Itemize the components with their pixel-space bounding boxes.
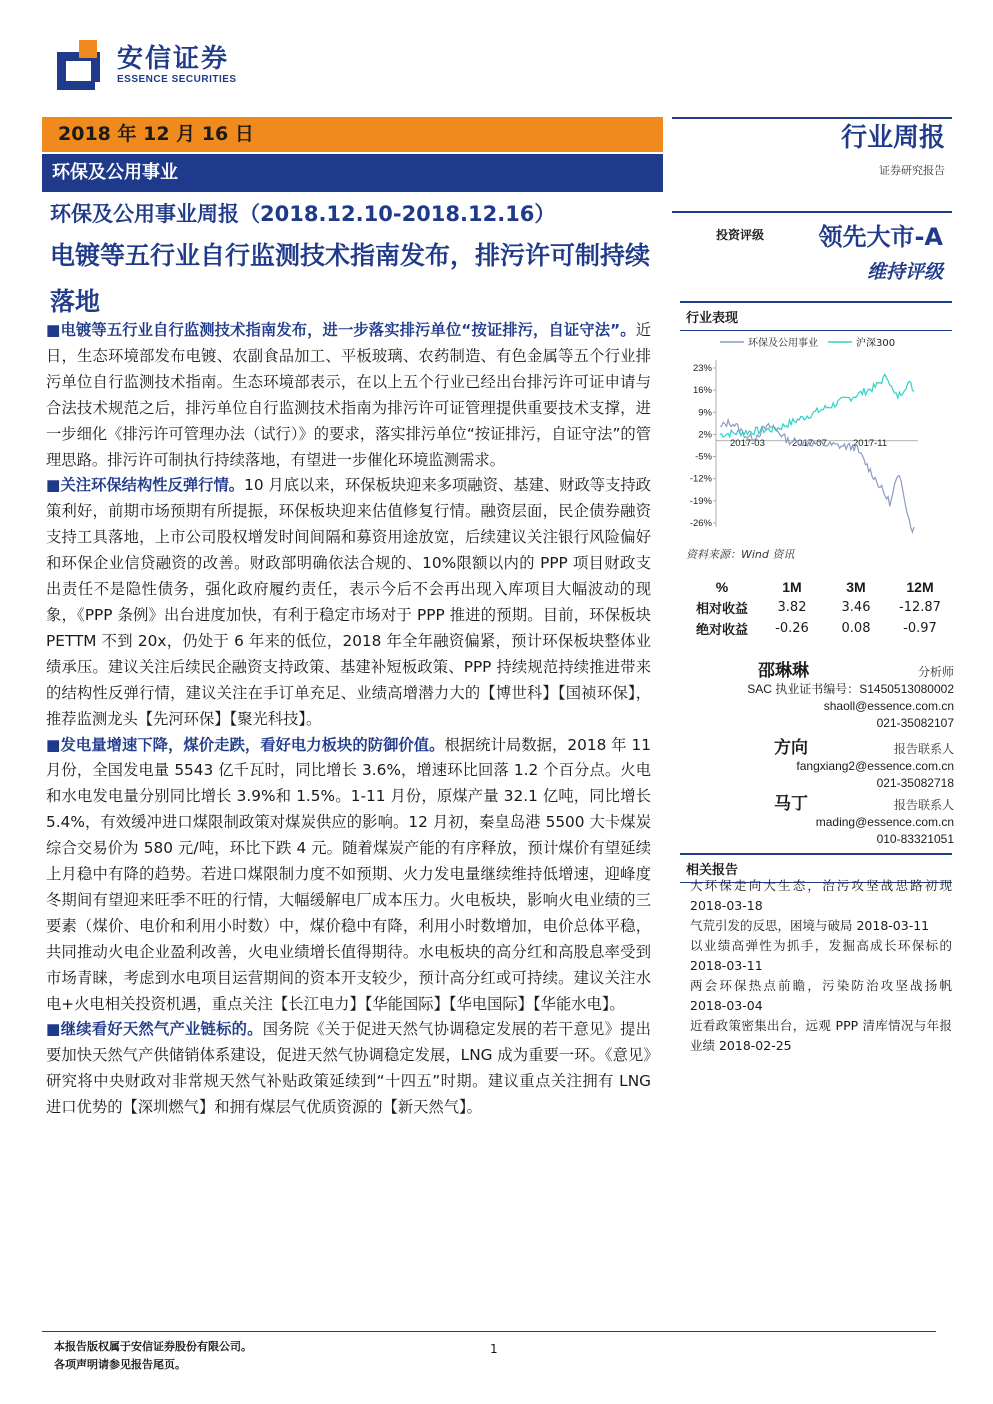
- header-cell: 12M: [906, 578, 934, 595]
- table-row: [684, 618, 952, 639]
- y-tick-label: -12%: [689, 473, 712, 485]
- analyst-phone: 021-35082107: [876, 716, 954, 730]
- report-date: 2018 年 12 月 16 日: [58, 123, 254, 145]
- legend-label: 沪深300: [856, 338, 896, 349]
- analyst-name: 邵琳琳: [758, 661, 809, 681]
- related-report-link[interactable]: 以业绩高弹性为抓手，发掘高成长环保标的 2018-03-11: [690, 938, 952, 973]
- logo-cn-text: 安信证券: [117, 43, 230, 74]
- section-related: 相关报告: [680, 853, 952, 883]
- page-number: 1: [490, 1342, 498, 1356]
- divider: [672, 117, 952, 119]
- report-title: 环保及公用事业周报（2018.12.10-2018.12.16）: [50, 202, 556, 226]
- paragraph-text: 国务院《关于促进天然气协调稳定发展的若干意见》提出要加快天然气产供储销体系建设，促进天然气协调稳定发展，LNG 成为重要一环。《意见》研究将中央财政对非常规天然气补贴政策延续到“十四五”时期。建议重点关注拥有 LNG 进口优势的【深圳燃气】和拥有煤层气优质资源的【新天然气】。: [46, 1020, 651, 1117]
- analyst-phone: 010-83321051: [876, 832, 954, 846]
- paragraph-heading: ■发电量增速下降，煤价走跌，看好电力板块的防御价值。: [46, 735, 445, 754]
- divider: [672, 211, 952, 213]
- header-cell: 3M: [846, 578, 866, 595]
- table-cell: 3.46: [841, 600, 871, 615]
- analyst-email[interactable]: mading@essence.com.cn: [815, 815, 954, 829]
- analyst-card: [684, 656, 954, 732]
- table-cell: 0.08: [841, 621, 871, 636]
- analyst-name: 方向: [774, 738, 808, 758]
- related-report-link[interactable]: 大环保走向大生态，治污攻坚战思路初现 2018-03-18: [690, 878, 952, 913]
- analyst-email[interactable]: shaoll@essence.com.cn: [823, 699, 954, 713]
- row-label: 相对收益: [695, 602, 748, 617]
- related-reports: [690, 876, 952, 1056]
- analyst-email[interactable]: fangxiang2@essence.com.cn: [796, 759, 954, 773]
- table-cell: -0.97: [903, 621, 937, 636]
- footer-copyright: 本报告版权属于安信证券股份有限公司。: [54, 1340, 252, 1353]
- header-cell: 1M: [782, 578, 802, 595]
- performance-table: [684, 576, 952, 639]
- rating-label: 投资评级: [716, 228, 765, 242]
- logo-mark-icon: [55, 38, 107, 90]
- section-performance: 行业表现: [680, 301, 952, 331]
- y-tick-label: 23%: [692, 363, 712, 374]
- analyst-role: 报告联系人: [893, 742, 954, 756]
- y-tick-label: 9%: [698, 407, 712, 419]
- logo-en-text: ESSENCE SECURITIES: [117, 73, 237, 85]
- related-report-link[interactable]: 近看政策密集出台，远观 PPP 清库情况与年报业绩 2018-02-25: [690, 1018, 952, 1053]
- header-cell: %: [715, 578, 729, 595]
- report-type: 行业周报: [840, 123, 945, 153]
- paragraph-heading: ■继续看好天然气产业链标的。: [46, 1020, 263, 1039]
- footer-divider: [42, 1331, 936, 1332]
- paragraph-heading: ■关注环保结构性反弹行情。: [46, 476, 245, 495]
- chart-source: 资料来源：Wind 资讯: [686, 548, 795, 561]
- analyst-role: 分析师: [917, 665, 954, 679]
- y-tick-label: -26%: [689, 518, 712, 529]
- x-tick-label: 2017-07: [792, 437, 827, 449]
- x-tick-label: 2017-03: [730, 437, 765, 449]
- related-report-link[interactable]: 气荒引发的反思，困境与破局 2018-03-11: [690, 918, 930, 933]
- series-line: [720, 374, 914, 437]
- report-body: [46, 318, 651, 1121]
- rating-value: 领先大市-A: [818, 223, 943, 251]
- x-tick-label: 2017-11: [853, 437, 888, 449]
- analyst-phone: 021-35082718: [876, 776, 954, 790]
- table-cell: 3.82: [777, 600, 807, 615]
- related-report-link[interactable]: 两会环保热点前瞻，污染防治攻坚战扬帆 2018-03-04: [690, 978, 952, 1013]
- paragraph: [46, 733, 651, 1018]
- y-tick-label: -19%: [689, 495, 712, 507]
- table-row: [684, 597, 952, 618]
- analyst-role: 报告联系人: [893, 798, 954, 812]
- analyst-cert: SAC 执业证书编号：S1450513080002: [747, 682, 954, 696]
- report-subtype: 证券研究报告: [879, 164, 945, 177]
- analyst-name: 马丁: [774, 794, 808, 814]
- legend-label: 环保及公用事业: [748, 338, 818, 349]
- report-headline: 电镀等五行业自行监测技术指南发布，排污许可制持续落地: [50, 241, 651, 316]
- row-label: 绝对收益: [695, 623, 748, 638]
- paragraph-text: 根据统计局数据，2018 年 11 月份，全国发电量 5543 亿千瓦时，同比增长 3.6%，增速环比回落 1.2 个百分点。火电和水电发电量分别同比增长 3.9%和 1.5%。1-11 月份，原煤产量 32.1 亿吨，同比增长 5.4%，有效缓冲进口煤限制政策对煤炭供应的影响。12 月初，秦皇岛港 5500 大卡煤炭综合交易价为 580 元/吨，环比下跌 4 元。随着煤炭产能的有序释放，预计煤价有望延续上月稳中有降的趋势。若进口煤限制力度不如预期、火力发电量继续维持低增速，迎峰度冬期间有望迎来旺季不旺的行情，大幅缓解电厂成本压力。火电板块，影响火电业绩的三要素（煤价、电价和利用小时数）中，煤价稳中有降，利用小时数增加，电价总体平稳，共同推动火电企业盈利改善，火电业绩增长值得期待。水电板块的高分红和高股息率受到市场青睐，考虑到水电项目运营期间的资本开支较少，预计高分红或可持续。建议关注水电+火电相关投资机遇，重点关注【长江电力】【华能国际】【华电国际】【华能水电】。: [46, 735, 651, 1013]
- table-cell: -12.87: [899, 600, 941, 615]
- performance-chart: [680, 328, 952, 544]
- table-header: [684, 576, 952, 597]
- y-tick-label: 2%: [698, 429, 712, 441]
- paragraph: [46, 473, 651, 732]
- analyst-card: [684, 789, 954, 848]
- footer-disclaimer: 各项声明请参见报告尾页。: [54, 1358, 186, 1371]
- series-line: [720, 420, 914, 532]
- sector-name: 环保及公用事业: [52, 162, 178, 183]
- chart-svg: [680, 328, 952, 544]
- company-logo: [55, 38, 237, 90]
- paragraph: [46, 318, 651, 473]
- table-cell: -0.26: [775, 621, 809, 636]
- paragraph-text: 10 月底以来，环保板块迎来多项融资、基建、财政等支持政策利好，前期市场预期有所提振，环保板块迎来估值修复行情。融资层面，民企债券融资支持工具落地，上市公司股权增发时间间隔和募资用途放宽，后续建议关注银行风险偏好和环保企业信贷融资的改善。财政部明确依法合规的、10%限额以内的 PPP 项目财政支出责任不是隐性债务，强化政府履约责任，表示今后不会再出现入库项目大幅波动的现象，《PPP 条例》出台进度加快，有利于稳定市场对于 PPP 推进的预期。目前，环保板块 PETTM 不到 20x，仍处于 6 年来的低位，2018 年全年融资偏紧，预计环保板块整体业绩承压。建议关注后续民企融资支持政策、基建补短板政策、PPP 持续规范持续推进带来的结构性反弹行情，建议关注在手订单充足、业绩高增潜力大的【博世科】【国祯环保】，推荐监测龙头【先河环保】【聚光科技】。: [46, 476, 651, 728]
- y-tick-label: -5%: [695, 451, 712, 463]
- paragraph: [46, 1017, 651, 1121]
- paragraph-text: 近日，生态环境部发布电镀、农副食品加工、平板玻璃、农药制造、有色金属等五个行业排污单位自行监测技术指南。生态环境部表示，在以上五个行业已经出台排污许可证申请与合法技术规范之后，排污单位自行监测技术指南为排污许可证管理提供重要技术支撑，进一步细化《排污许可管理办法（试行）》的要求，落实排污单位“按证排污，自证守法”的管理思路。排污许可制执行持续落地，有望进一步催化环境监测需求。: [46, 321, 651, 469]
- analyst-card: [684, 733, 954, 792]
- y-tick-label: 16%: [692, 385, 712, 397]
- paragraph-heading: ■电镀等五行业自行监测技术指南发布，进一步落实排污单位“按证排污，自证守法”。: [46, 321, 636, 339]
- rating-sub: 维持评级: [866, 261, 943, 283]
